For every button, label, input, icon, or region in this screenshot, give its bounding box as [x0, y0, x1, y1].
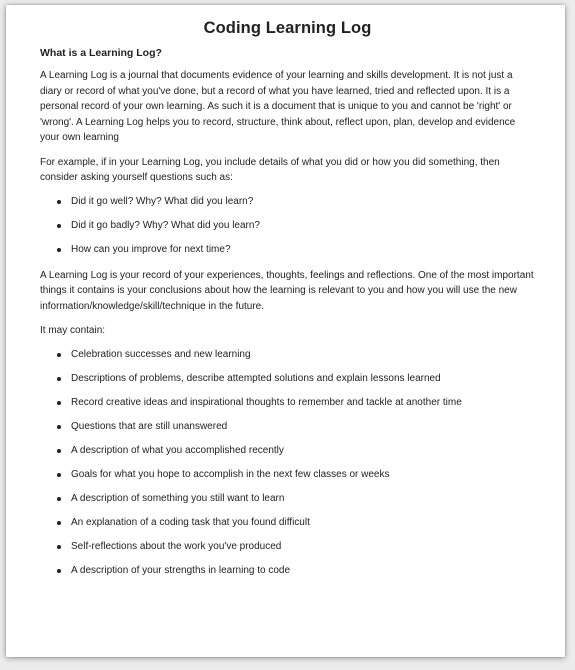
- list-item: A description of something you still want to learn: [57, 492, 535, 506]
- bullet-icon: [57, 497, 61, 501]
- list-item: A description of what you accomplished recently: [57, 444, 535, 458]
- list-item: Descriptions of problems, describe attempted solutions and explain lessons learned: [57, 372, 535, 386]
- contains-paragraph: It may contain:: [40, 325, 106, 336]
- list-item: Questions that are still unanswered: [57, 420, 535, 434]
- intro-paragraph: A Learning Log is a journal that documents evidence of your learning and skills development. It is not just a diary or record of what you've done, but a record of what you have learned, tried and reflected upon. It is a personal record of your own learning. As such it is a document that is unique to you and cannot be 'right' or 'wrong'. A Learning Log helps you to record, structure, think about, reflect upon, plan, develop and evidence your own learning: [40, 70, 516, 143]
- list-item: Goals for what you hope to accomplish in the next few classes or weeks: [57, 468, 535, 482]
- bullet-icon: [57, 248, 61, 252]
- document-page: [6, 5, 565, 657]
- bullet-icon: [57, 224, 61, 228]
- bullet-icon: [57, 353, 61, 357]
- list-item: Self-reflections about the work you've produced: [57, 540, 535, 554]
- list-item: Record creative ideas and inspirational thoughts to remember and tackle at another time: [57, 396, 535, 410]
- bullet-icon: [57, 200, 61, 204]
- bullet-icon: [57, 425, 61, 429]
- example-paragraph: For example, if in your Learning Log, you include details of what you did or how you did something, then consider asking yourself questions such as:: [40, 156, 500, 183]
- list-item: A description of your strengths in learning to code: [57, 564, 535, 578]
- list-item: How can you improve for next time?: [57, 243, 535, 257]
- bullet-icon: [57, 569, 61, 573]
- document-title: Coding Learning Log: [203, 19, 372, 37]
- bullet-icon: [57, 401, 61, 405]
- list-item: Did it go well? Why? What did you learn?: [57, 195, 535, 209]
- list-item: Celebration successes and new learning: [57, 348, 535, 362]
- bullet-icon: [57, 473, 61, 477]
- bullet-icon: [57, 449, 61, 453]
- section-heading: What is a Learning Log?: [40, 47, 162, 59]
- bullet-icon: [57, 521, 61, 525]
- record-paragraph: A Learning Log is your record of your experiences, thoughts, feelings and reflections. One of the most important things it contains is your conclusions about how the learning is relevant to you and how you will use the new information/knowledge/skill/technique in the future.: [40, 269, 534, 312]
- contents-list: [40, 348, 535, 578]
- bullet-icon: [57, 377, 61, 381]
- bullet-icon: [57, 545, 61, 549]
- questions-list: [40, 195, 535, 257]
- list-item: Did it go badly? Why? What did you learn?: [57, 219, 535, 233]
- list-item: An explanation of a coding task that you found difficult: [57, 516, 535, 530]
